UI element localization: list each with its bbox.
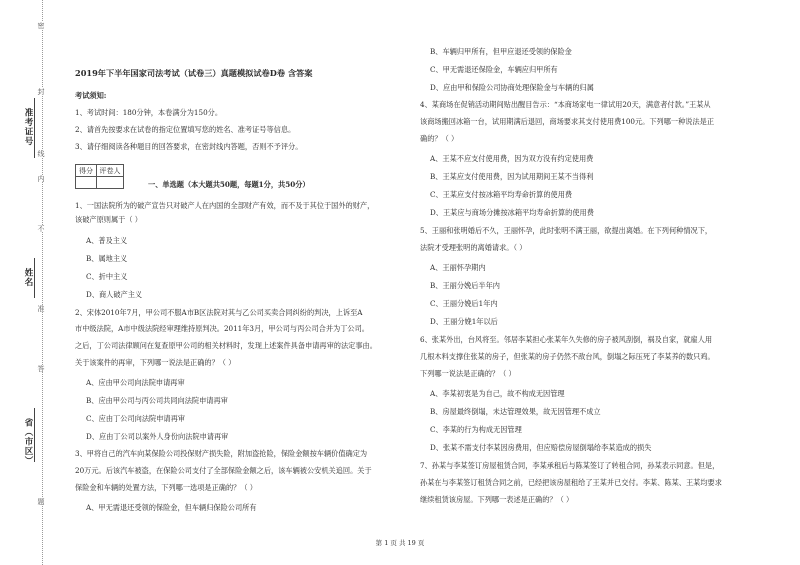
option-line: A、王丽怀孕期内 <box>430 263 486 272</box>
option-line: C、王丽分娩后1年内 <box>430 299 498 308</box>
option-line: C、王某应支付按冰箱平均寿命折算的使用费 <box>430 190 573 199</box>
question-line: 2、宋体2010年7月，甲公司不服A市B区法院对其与乙公司买卖合同纠纷的判决，上诉至A <box>75 308 363 317</box>
question-line: 继续租赁该房屋。下列哪一表述是正确的？（ ） <box>420 495 574 504</box>
option-line: D、商人破产主义 <box>86 290 143 299</box>
question-line: 7、孙某与李某签订房屋租赁合同，李某承租后与陈某签订了转租合同，孙某表示同意。但是， <box>420 461 720 470</box>
name-blank <box>34 258 35 298</box>
seal-mark: 封 <box>37 88 45 95</box>
notice-item: 3、请仔细阅读各种题目的回答要求，在密封线内答题，否则不予评分。 <box>75 142 303 151</box>
option-line: C、李某的行为构成无因管理 <box>430 425 522 434</box>
question-line: 4、某商场在促销活动期间贴出醒目告示：“本商场家电一律试用20天，满意者付款。”王某从 <box>420 100 711 109</box>
grader-cell[interactable] <box>97 177 124 189</box>
option-line: C、折中主义 <box>86 272 128 281</box>
option-line: A、甲无需退还受领的保险金，但车辆归保险公司所有 <box>86 503 257 512</box>
question-line: 20万元。后该汽车被盗，在保险公司支付了全部保险金额之后，该车辆被公安机关追回。关于 <box>75 466 372 475</box>
option-line: A、王某不应支付使用费，因为双方没有约定使用费 <box>430 154 594 163</box>
option-line: B、车辆归甲所有，但甲应退还受领的保险金 <box>430 47 572 56</box>
option-line: C、应由丁公司向法院申请再审 <box>86 414 185 423</box>
question-line: 下列哪一说法是正确的？（ ） <box>420 369 516 378</box>
question-line: 5、王丽和张明婚后不久，王丽怀孕，此时张明不满王丽，欲提出离婚。在下列何种情况下， <box>420 226 713 235</box>
province-blank <box>34 408 35 462</box>
seal-mark: 线 <box>37 150 45 157</box>
option-line: B、属地主义 <box>86 254 128 263</box>
option-line: B、房屋最终倒塌，未达管理效果，故无因管理不成立 <box>430 407 601 416</box>
option-line: D、张某不需支付李某因房费用，但应赔偿房屋倒塌给李某造成的损失 <box>430 443 652 452</box>
question-line: 市中级法院，A市中级法院经审理维持原判决。2011年3月，甲公司与丙公司合并为丁公司。 <box>75 324 369 333</box>
question-line: 1、一国法院所为的破产宣告只对破产人在内国的全部财产有效，而不及于其位于国外的财产， <box>75 201 375 210</box>
question-line: 保险金和车辆的处置方法，下列哪一选项是正确的？（ ） <box>75 483 257 492</box>
page-footer: 第 1 页 共 19 页 <box>375 539 425 547</box>
admission-number-label: 准考证号 <box>23 108 33 146</box>
option-line: B、应由甲公司与丙公司共同向法院申请再审 <box>86 396 228 405</box>
option-line: D、应由甲和保险公司协商处理保险金与车辆的归属 <box>430 83 594 92</box>
admission-number-blank <box>34 98 35 158</box>
seal-mark: 内 <box>37 175 45 182</box>
option-line: D、王丽分娩1年以后 <box>430 317 498 326</box>
question-line: 几根木料支撑住张某的房子，但张某的房子仍然不敌台风，倒塌之际压死了李某养的数只鸡。 <box>420 352 715 361</box>
option-line: D、应由丁公司以案外人身份向法院申请再审 <box>86 432 229 441</box>
notice-item: 1、考试时间：180分钟，本卷满分为150分。 <box>75 108 223 117</box>
section-title: 一、单选题（本大题共50题，每题1分，共50分） <box>148 180 310 189</box>
seal-mark: 题 <box>37 498 45 505</box>
score-table <box>75 164 124 189</box>
question-line: 关于该案件的再审，下列哪一说法是正确的？（ ） <box>75 358 236 367</box>
seal-mark: 准 <box>37 305 45 312</box>
question-line: 法院才受理张明的离婚请求。（ ） <box>420 243 527 252</box>
seal-mark: 不 <box>37 225 45 232</box>
option-line: A、应由甲公司向法院申请再审 <box>86 378 185 387</box>
question-line: 之后，丁公司法律顾问在复查原甲公司的相关材料时，发现上述案件具备申请再审的法定事由。 <box>75 341 377 350</box>
option-line: D、王某应与商场分摊按冰箱平均寿命折算的使用费 <box>430 208 594 217</box>
option-line: A、普及主义 <box>86 236 128 245</box>
name-label: 姓名 <box>23 268 33 287</box>
question-line: 3、甲将自己的汽车向某保险公司投保财产损失险，附加盗抢险，保险金额按车辆价值确定为 <box>75 449 368 458</box>
option-line: A、李某初衷是为自己，故不构成无因管理 <box>430 389 565 398</box>
option-line: B、王丽分娩后半年内 <box>430 281 500 290</box>
seal-mark: 答 <box>37 365 45 372</box>
score-cell[interactable] <box>76 177 97 189</box>
question-line: 该破产原则属于（ ） <box>75 215 142 224</box>
option-line: C、甲无需退还保险金，车辆应归甲所有 <box>430 65 558 74</box>
grader-header: 评卷人 <box>97 165 124 177</box>
question-line: 确的？（ ） <box>420 134 459 143</box>
province-label: 省（市区） <box>23 418 33 466</box>
seal-line <box>42 0 43 565</box>
question-line: 6、张某外出，台风将至。邻居李某担心张某年久失修的房子被风刮倒，祸及自家，就雇人用 <box>420 335 713 344</box>
score-header: 得分 <box>76 165 97 177</box>
notice-item: 2、请首先按要求在试卷的指定位置填写您的姓名、准考证号等信息。 <box>75 125 296 134</box>
seal-mark: 密 <box>37 22 45 29</box>
notice-heading: 考试须知: <box>75 91 107 100</box>
option-line: B、王某应支付使用费，因为试用期间王某不当得利 <box>430 172 594 181</box>
question-line: 孙某在与李某签订租赁合同之前，已经把该房屋租给了王某并已交付。李某、陈某、王某均要求 <box>420 478 722 487</box>
exam-title: 2019年下半年国家司法考试（试卷三）真题模拟试卷D卷 含答案 <box>75 68 313 78</box>
question-line: 该商场搬回冰箱一台，试用期满后退回，商场要求其支付使用费100元。下列哪一种说法是正 <box>420 117 715 126</box>
